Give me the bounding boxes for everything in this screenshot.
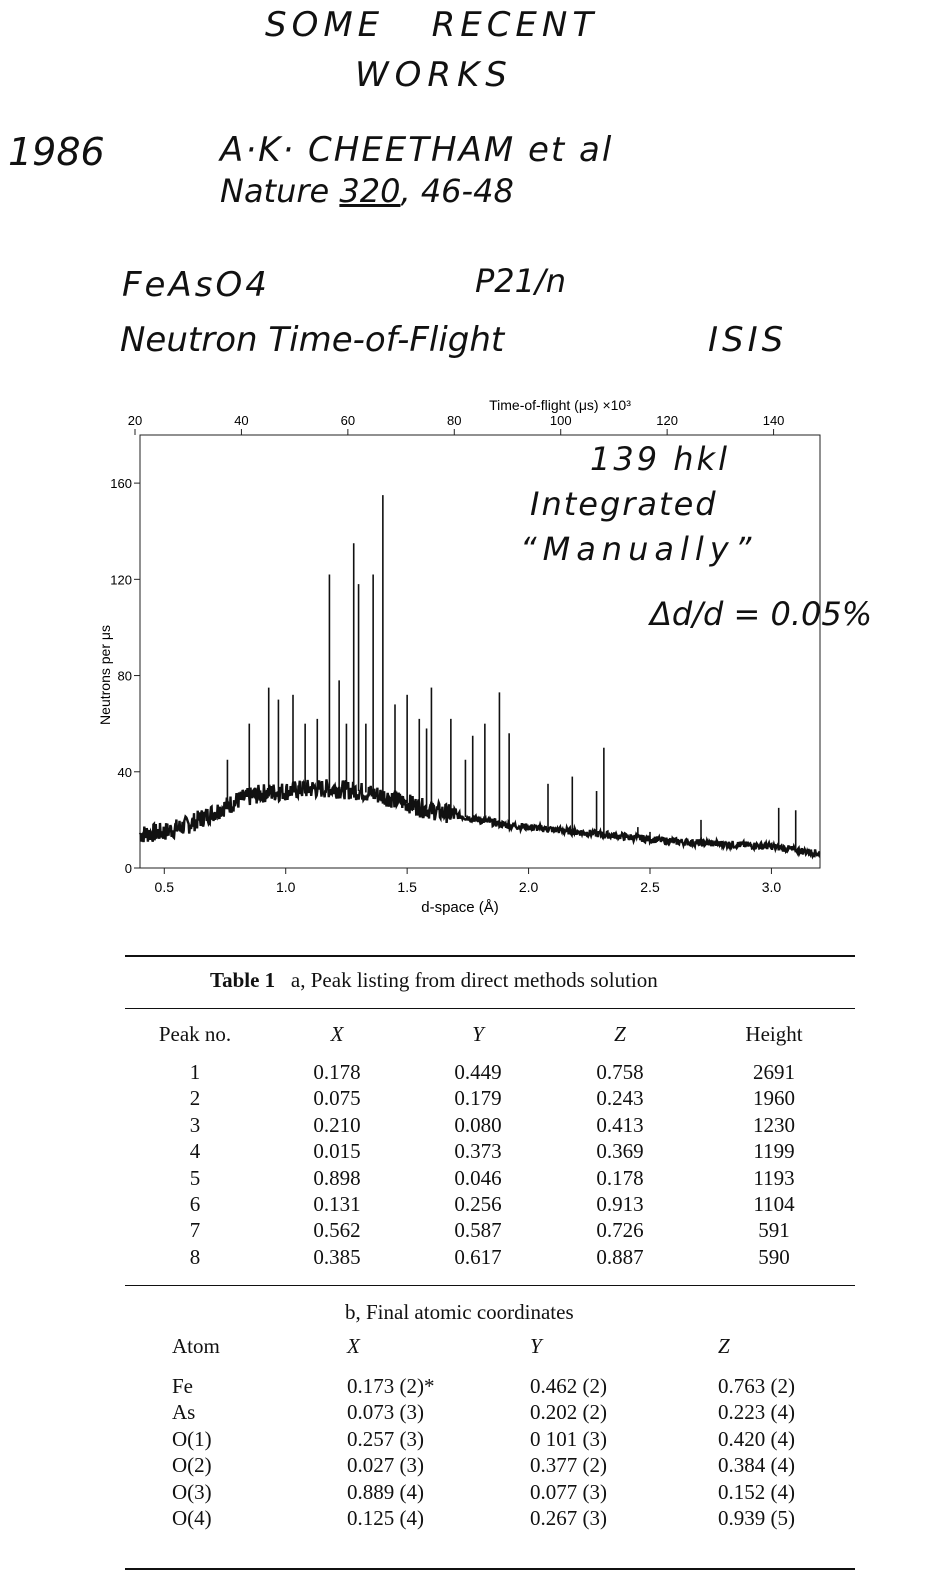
table1b-cell: O(2) [172,1453,212,1478]
x-tick-label: 3.0 [761,879,782,895]
table1b-cell: 0.267 (3) [530,1506,607,1530]
table1b-cell: Fe [172,1374,193,1398]
table1b-cell: 0 101 (3) [530,1426,607,1451]
x-tick-label: 1.5 [397,879,417,895]
table1b-cell: 0.763 (2) [718,1374,795,1398]
compound-note: FeAsO4 [122,265,270,305]
top-tick-label: 40 [234,413,249,428]
table1-cell: 0.385 [313,1244,361,1269]
space-group-note: P21/n [475,262,567,300]
x-tick-label: 2.5 [640,879,660,895]
y-tick-label: 40 [117,764,132,780]
reference-pages: , 46-48 [400,172,514,210]
table1-cell: 0.373 [454,1139,502,1164]
table1-header: Height [745,1022,803,1046]
table1-cell: 1199 [753,1139,795,1164]
top-tick-label: 80 [447,413,462,428]
table1-cell: 1104 [753,1192,795,1216]
spectrum-line [140,779,820,856]
x-axis-label: d-space (Å) [421,899,499,916]
header-line-1: SOME RECENT [265,5,599,45]
table1b-cell: 0.462 (2) [530,1374,607,1398]
table1-cell: 1960 [753,1086,795,1111]
table1-header: Y [472,1022,484,1046]
table1b-cell: 0.173 (2)* [347,1374,435,1398]
top-tick-label: 100 [549,413,572,428]
table1-cell: 0.913 [596,1192,644,1216]
table1-cell: 1193 [753,1165,795,1190]
table1b-header: X [347,1334,360,1358]
annotation-integrated: Integrated [530,485,718,523]
method-note: Neutron Time-of-Flight [120,320,505,360]
reference-authors: A·K· CHEETHAM et al [220,130,614,170]
table1b-cell: 0.420 (4) [718,1426,795,1451]
reference-journal: Nature [220,172,330,210]
table1b-cell: 0.202 (2) [530,1400,607,1425]
table1b-title: b, Final atomic coordinates [345,1300,574,1324]
plot-frame [140,435,820,868]
table1-cell: 1230 [753,1112,795,1137]
table1-cell: 0.369 [596,1139,644,1164]
table1-cell: 0.046 [454,1165,502,1190]
reference-year: 1986 [8,130,105,174]
table1-cell: 0.562 [313,1218,361,1243]
annotation-resolution: Δd/d = 0.05% [650,595,873,633]
x-tick-label: 1.0 [275,879,296,895]
table1-cell: 5 [189,1165,201,1190]
top-tick-label: 120 [656,413,678,428]
top-tick-label: 60 [340,413,356,428]
table1-cell: 0.210 [313,1112,361,1137]
table1b-header: Atom [172,1334,220,1358]
top-tick-label: 20 [127,413,143,428]
table1-title-rest: a, Peak listing from direct methods solution [290,968,658,992]
facility-note: ISIS [708,320,788,360]
table1b-cell: 0.384 (4) [718,1453,795,1478]
y-axis-label: Neutrons per μs [97,625,113,725]
table1-cell: 0.179 [454,1086,502,1111]
table1-title [210,968,658,993]
table1-cell: 8 [189,1244,201,1269]
table1-cell: 0.178 [596,1165,644,1190]
table1-cell: 7 [189,1218,201,1243]
table1-cell: 0.075 [313,1086,361,1111]
table1-cell: 0.449 [454,1060,502,1084]
table-top-rule [125,955,855,957]
annotation-hkl: 139 hkl [590,440,730,478]
table1-cell: 0.178 [313,1060,361,1084]
table1b-cell: 0.125 (4) [347,1506,424,1530]
table1-title-bold: Table 1 [210,968,276,992]
table1-header: Peak no. [158,1022,232,1046]
header-line-2: WORKS [355,55,513,95]
table1b-cell: 0.257 (3) [347,1426,424,1451]
table1b-cell: 0.377 (2) [530,1453,607,1478]
table1-cell: 2 [189,1086,201,1111]
table1-cell: 0.758 [596,1060,644,1084]
table1-cell: 0.243 [596,1086,644,1111]
table1b-cell: O(1) [172,1426,212,1451]
table1-cell: 6 [189,1192,201,1216]
table1-bottom-rule [125,1285,855,1286]
table1b-cell: 0.889 (4) [347,1479,424,1504]
table1b-cell: 0.077 (3) [530,1479,607,1504]
table1b-cell: As [172,1400,196,1425]
annotation-manually: “Manually” [520,530,758,568]
top-axis-label: Time-of-flight (μs) ×10³ [489,397,631,413]
table1b-cell: 0.152 (4) [718,1479,795,1504]
y-tick-label: 120 [110,572,132,588]
y-tick-label: 160 [110,476,132,492]
table1b-header: Y [530,1334,542,1358]
table1b-cell: O(3) [172,1479,212,1504]
table1-header: Z [614,1022,626,1046]
reference-volume: 320 [339,172,401,210]
table1-cell: 0.617 [454,1244,502,1269]
table1-header: X [330,1022,344,1046]
table1-cell: 0.131 [313,1192,361,1216]
table1-cell: 0.898 [313,1165,361,1190]
table1-cell: 0.887 [596,1244,644,1269]
y-tick-label: 0 [124,861,132,876]
x-tick-label: 0.5 [154,879,175,895]
y-tick-label: 80 [117,668,132,684]
table1-cell: 591 [758,1218,790,1243]
table1-cell: 0.726 [596,1218,644,1243]
table1-header-rule [125,1008,855,1009]
table1-cell: 0.015 [313,1139,361,1164]
table1b-cell: 0.223 (4) [718,1400,795,1425]
table1-cell: 0.587 [454,1218,502,1243]
reference-citation [220,172,514,210]
top-tick-label: 140 [762,413,785,428]
table1-cell: 0.413 [596,1112,644,1137]
x-tick-label: 2.0 [518,879,539,895]
table1b-cell: 0.073 (3) [347,1400,424,1425]
table1b-cell: 0.939 (5) [718,1506,795,1530]
table1-cell: 590 [758,1244,790,1269]
table1-cell: 0.256 [454,1192,502,1216]
table1-cell: 0.080 [454,1112,502,1137]
table1b-header: Z [718,1334,730,1358]
table1-cell: 2691 [753,1060,795,1084]
table1-cell: 4 [189,1139,201,1164]
table1b-cell: 0.027 (3) [347,1453,424,1478]
table1b-cell: O(4) [172,1506,212,1530]
table1-cell: 3 [189,1112,201,1137]
table1-cell: 1 [189,1060,201,1084]
